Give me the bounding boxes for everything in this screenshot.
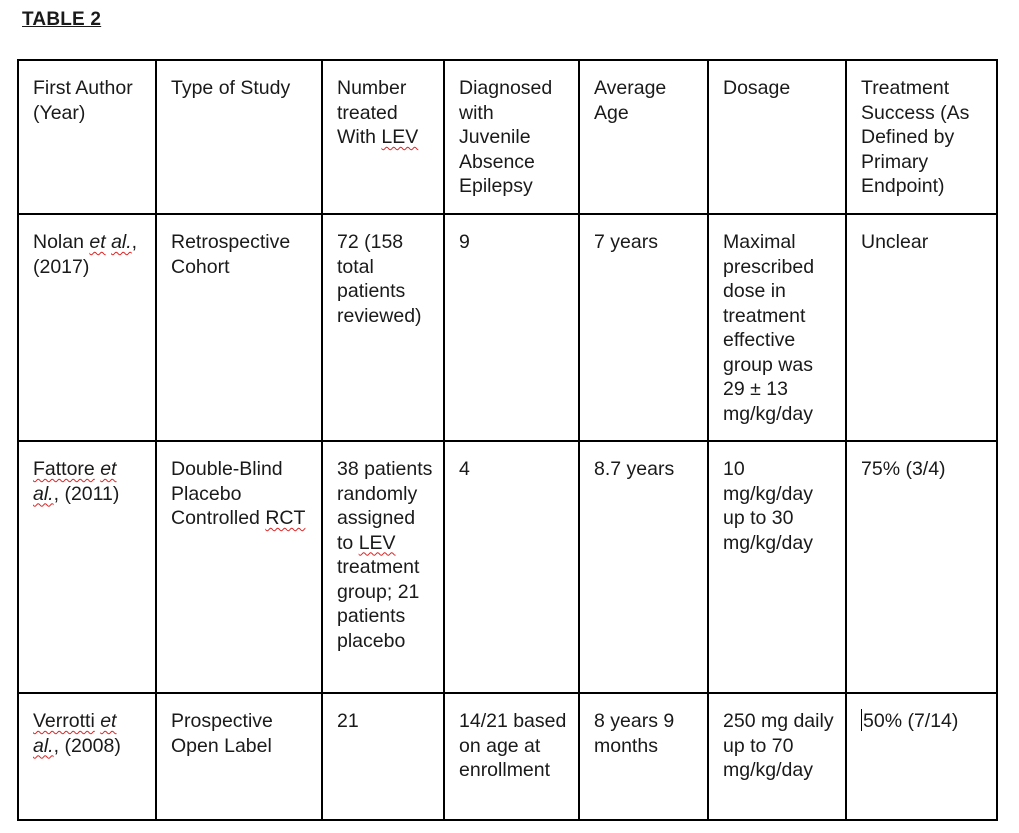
cell-dosage: 250 mg daily up to 70 mg/kg/day [708,693,846,820]
header-type-of-study: Type of Study [156,60,322,214]
cell-study-type [156,214,322,441]
cell-dosage: Maximal prescribed dose in treatment effective group was 29 ± 13 mg/kg/day [708,214,846,441]
cell-study-type [156,693,322,820]
author-etal-1: et [100,458,117,480]
number-treated-text: 21 [337,710,359,732]
author-etal-2: al. [33,734,54,757]
cell-study-type [156,441,322,693]
header-first-author: First Author (Year) [18,60,156,214]
cell-average-age: 7 years [579,214,708,441]
number-treated-rest: treatment group; 21 patients placebo [337,556,420,652]
header-lev-word: LEV [381,126,419,148]
cell-treatment-success[interactable] [846,693,997,820]
cell-number-treated [322,693,444,820]
study-type-abbr: RCT [265,507,306,529]
author-etal-1: et [100,710,117,732]
cell-author [18,441,156,693]
header-diagnosed-jae: Diagnosed with Juvenile Absence Epilepsy [444,60,579,214]
author-year: , (2017) [33,231,138,278]
author-year: , (2011) [53,482,120,505]
number-treated-text: 72 (158 total patients reviewed) [337,231,422,327]
table-caption: TABLE 2 [22,9,102,30]
table-row [18,214,997,441]
cell-treatment-success: 75% (3/4) [846,441,997,693]
author-etal-1: et [89,231,106,253]
text-cursor [861,709,862,731]
cell-diagnosed-jae: 9 [444,214,579,441]
author-etal-2: al. [111,231,132,253]
study-type-text: Retrospective Cohort [171,231,291,278]
cell-number-treated [322,214,444,441]
cell-number-treated [322,441,444,693]
cell-diagnosed-jae: 4 [444,441,579,693]
cell-diagnosed-jae: 14/21 based on age at enrollment [444,693,579,820]
number-treated-text: 38 patients randomly assigned to [337,458,433,554]
author-year: , (2008) [53,734,121,757]
study-type-text: Prospective Open Label [171,710,273,757]
cell-average-age: 8 years 9 months [579,693,708,820]
number-treated-lev: LEV [358,531,396,554]
treatment-success-text: 50% (7/14) [863,710,959,732]
cell-author [18,214,156,441]
table-row [18,693,997,820]
study-type-text: Double-Blind Placebo Controlled [171,458,283,529]
header-row [18,60,997,214]
cell-dosage: 10 mg/kg/day up to 30 mg/kg/day [708,441,846,693]
header-treatment-success: Treatment Success (As Defined by Primary Endpoint) [846,60,997,214]
header-average-age: Average Age [579,60,708,214]
cell-average-age: 8.7 years [579,441,708,693]
author-name: Nolan [33,231,84,253]
author-name: Fattore [33,458,95,480]
study-table [17,59,998,821]
author-etal-2: al. [33,482,54,505]
author-name: Verrotti [33,710,95,732]
cell-treatment-success: Unclear [846,214,997,441]
cell-author [18,693,156,820]
header-dosage: Dosage [708,60,846,214]
header-number-treated: Number treated With LEV [322,60,444,214]
table-row [18,441,997,693]
